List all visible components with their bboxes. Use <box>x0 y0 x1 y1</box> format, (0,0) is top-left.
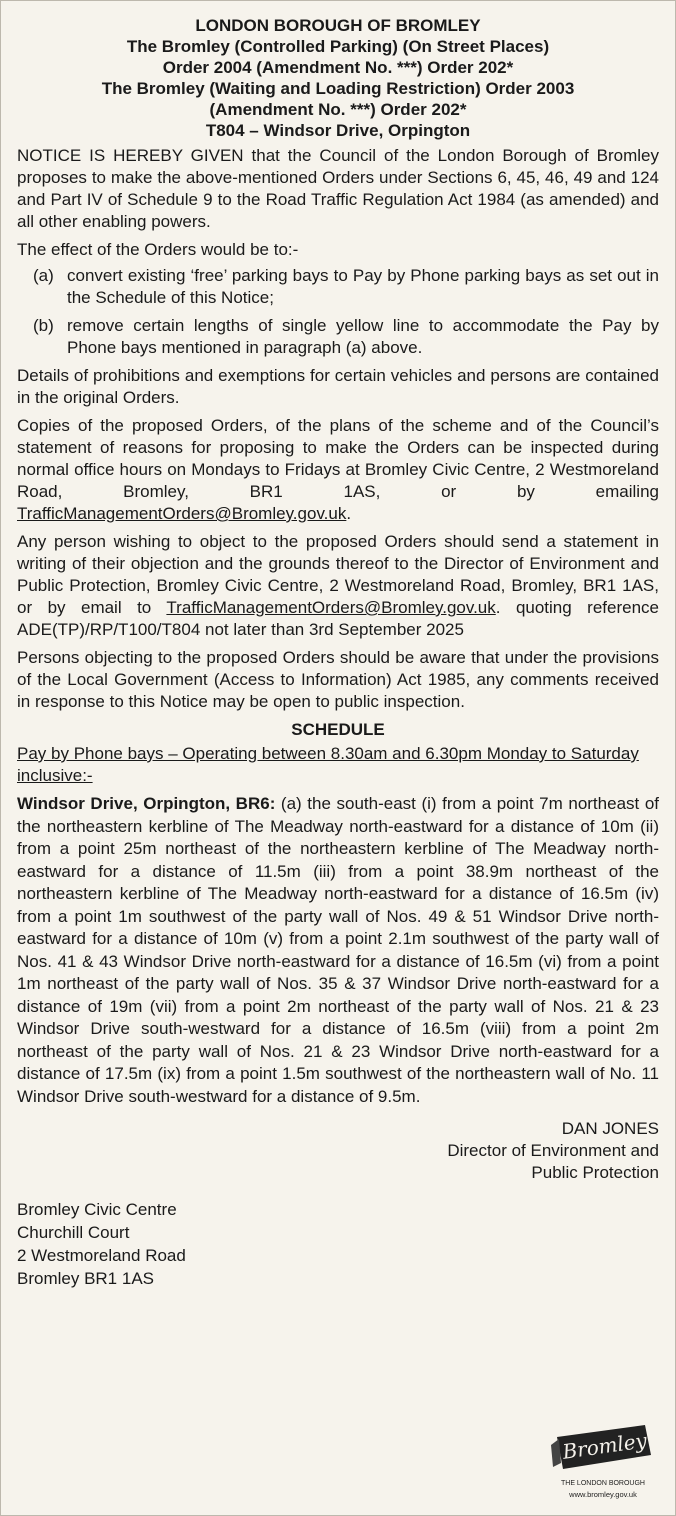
list-item <box>17 315 659 359</box>
schedule-location: Windsor Drive, Orpington, BR6: <box>17 794 276 813</box>
schedule-title: SCHEDULE <box>291 720 385 739</box>
address-line: Bromley Civic Centre <box>17 1200 177 1219</box>
list-text: remove certain lengths of single yellow line to accommodate the Pay by Phone bays mentioned in paragraph (a) above. <box>67 316 659 357</box>
logo-wordmark: Bromley <box>560 1428 649 1464</box>
signatory-name: DAN JONES <box>561 1119 659 1138</box>
header-order1-amend: Order 2004 (Amendment No. ***) Order 202* <box>162 58 514 77</box>
notice-header <box>17 15 659 141</box>
header-scheme-ref: T804 – Windsor Drive, Orpington <box>205 121 471 140</box>
logo-subtitle: THE LONDON BOROUGH <box>560 1480 646 1487</box>
copies-text: Copies of the proposed Orders, of the plans of the scheme and of the Council’s statement of reasons for proposing to make the Orders can be inspected during normal office hours on Mondays to Fridays at Bromley Civic Centre, 2 Westmoreland Road, Bromley, BR1 1AS, or by emailing <box>17 416 659 501</box>
effect-intro: The effect of the Orders would be to:- <box>17 240 299 259</box>
details-paragraph: Details of prohibitions and exemptions for certain vehicles and persons are contained in the original Orders. <box>17 366 659 407</box>
signatory-title: Public Protection <box>531 1163 659 1182</box>
copies-end: . <box>346 504 352 523</box>
header-council: LONDON BOROUGH OF BROMLEY <box>195 16 481 35</box>
header-order2-amend: (Amendment No. ***) Order 202* <box>209 100 467 119</box>
schedule-body <box>17 793 659 1108</box>
header-order2-title: The Bromley (Waiting and Loading Restriction) Order 2003 <box>101 79 575 98</box>
persons-paragraph: Persons objecting to the proposed Orders should be aware that under the provisions of the Local Government (Access to Information) Act 1985, any comments received in response to this Notice may be open to public inspection. <box>17 648 659 711</box>
list-item <box>17 265 659 309</box>
email-link[interactable]: TrafficManagementOrders@Bromley.gov.uk <box>17 504 347 523</box>
logo-url: www.bromley.gov.uk <box>569 1490 637 1499</box>
bromley-logo-icon <box>547 1419 657 1503</box>
list-marker: (a) <box>33 266 54 285</box>
objection-text: Any person wishing to object to the proposed Orders should send a statement in writing of their objection and the grounds thereof to the Director of Environment and Public Protection, Bromley Civic Centre, 2 Westmoreland Road, Bromley, BR1 1AS, or by email to <box>17 532 659 617</box>
schedule-text: (a) the south-east (i) from a point 7m northeast of the northeastern kerbline of The Meadway north-eastward for a distance of 10m (ii) from a point 25m northeast of the northeastern kerbline of The Meadway north-eastward for a distance of 11.5m (iii) from a point 38.9m northeast of the northeastern kerbline of The Meadway north-eastward for a distance of 16.5m (iv) from a point 1m southwest of the party wall of Nos. 49 & 51 Windsor Drive north-eastward for a distance of 10m (v) from a point 2.1m southwest of the party wall of Nos. 41 & 43 Windsor Drive north-eastward for a distance of 16.5m (vi) from a point 1m northeast of the party wall of Nos. 35 & 37 Windsor Drive north-eastward for a distance of 19m (vii) from a point 2m northeast of the party wall of Nos. 21 & 23 Windsor Drive south-westward for a distance of 16.5m (viii) from a point 2m northeast of the party wall of Nos. 21 & 23 Windsor Drive north-eastward for a distance of 17.5m (ix) from a point 1.5m southwest of the northeastern wall of No. 11 Windsor Drive south-westward for a distance of 9.5m. <box>17 794 659 1106</box>
email-link[interactable]: TrafficManagementOrders@Bromley.gov.uk <box>166 598 496 617</box>
signatory-title: Director of Environment and <box>447 1141 659 1160</box>
address-line: Churchill Court <box>17 1223 130 1242</box>
address-line: Bromley BR1 1AS <box>17 1269 154 1288</box>
objection-paragraph <box>17 531 659 641</box>
header-order1-title: The Bromley (Controlled Parking) (On Street Places) <box>126 37 550 56</box>
signature-block <box>17 1118 659 1184</box>
schedule-operating-hours: Pay by Phone bays – Operating between 8.30am and 6.30pm Monday to Saturday inclusive:- <box>17 744 639 785</box>
list-text: convert existing ‘free’ parking bays to Pay by Phone parking bays as set out in the Schedule of this Notice; <box>67 266 659 307</box>
address-block <box>17 1198 659 1290</box>
bromley-logo <box>547 1419 657 1503</box>
address-line: 2 Westmoreland Road <box>17 1246 186 1265</box>
list-marker: (b) <box>33 316 54 335</box>
intro-paragraph: NOTICE IS HEREBY GIVEN that the Council of the London Borough of Bromley proposes to make the above-mentioned Orders under Sections 6, 45, 46, 49 and 124 and Part IV of Schedule 9 to the Road Traffic Regulation Act 1984 (as amended) and all other enabling powers. <box>17 146 659 231</box>
effects-list <box>17 265 659 359</box>
objection-end: . quoting reference ADE(TP)/RP/T100/T804 not later than 3rd September 2025 <box>17 598 659 639</box>
copies-paragraph <box>17 415 659 525</box>
